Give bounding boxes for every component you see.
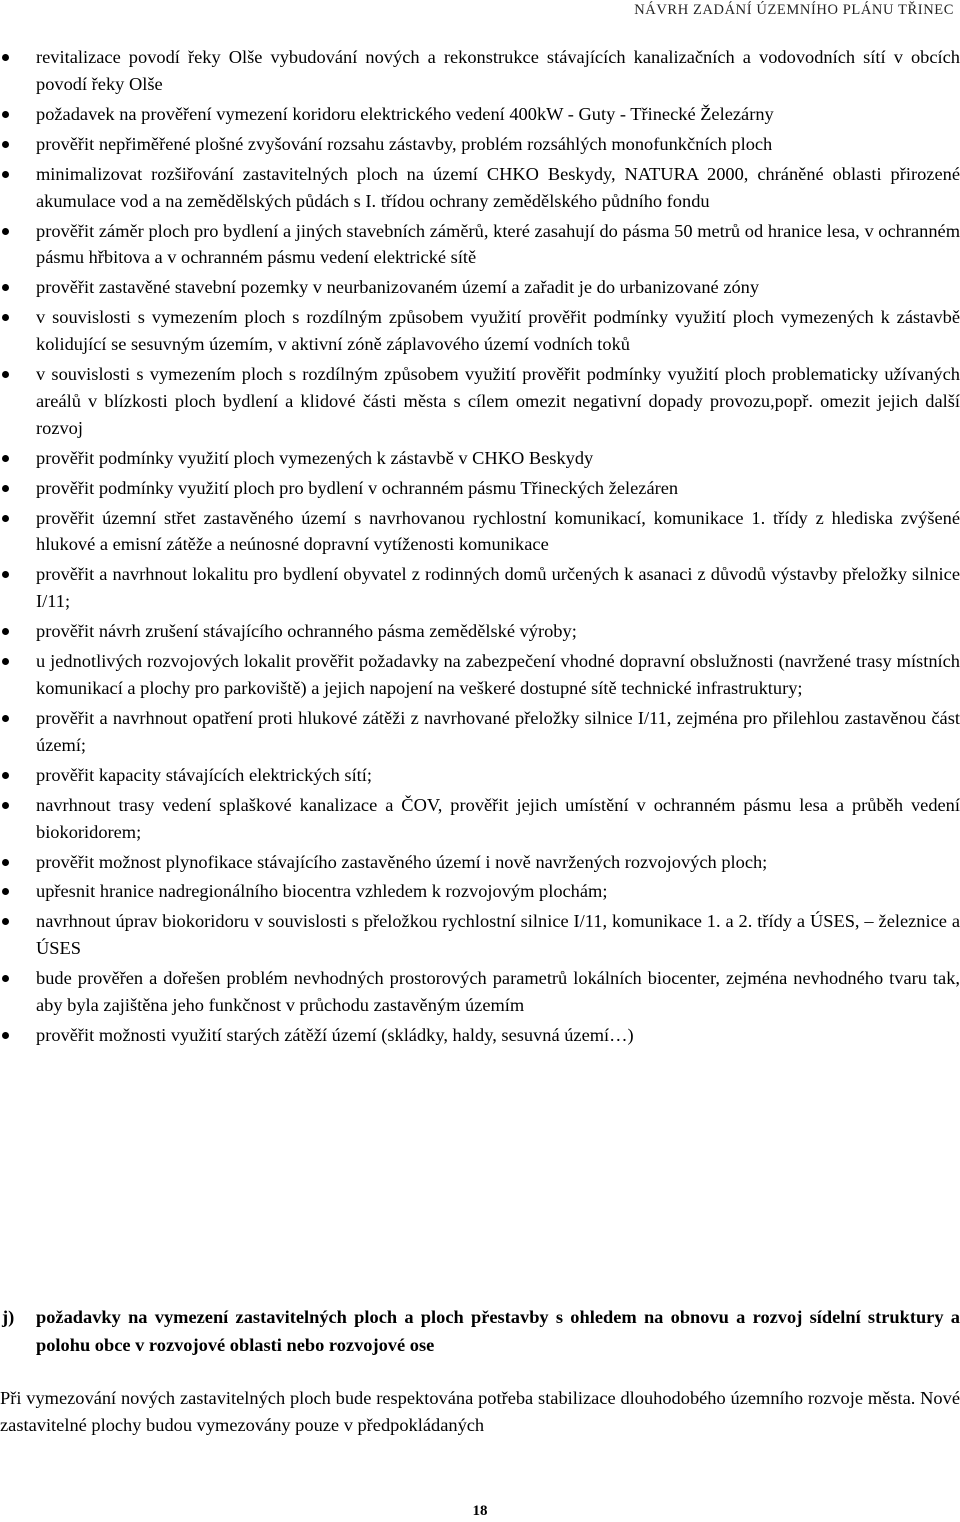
list-item-text: požadavek na prověření vymezení koridoru elektrického vedení 400kW - Guty - Třinecké Železárny <box>36 103 774 124</box>
list-item <box>0 705 960 759</box>
list-item <box>0 361 960 441</box>
list-item-text: prověřit záměr ploch pro bydlení a jiných stavebních záměrů, které zasahují do pásma 50 metrů od hranice lesa, v ochranném pásmu hřbitova a v ochranném pásmu vedení elektrické sítě <box>36 220 960 268</box>
list-item-text: bude prověřen a dořešen problém nevhodných prostorových parametrů lokálních biocenter, zejména nevhodného tvaru tak, aby byla zajištěna jeho funkčnost v průchodu zastavěným územím <box>36 968 960 1016</box>
bullet-icon <box>2 314 9 321</box>
list-item <box>0 101 960 128</box>
list-item-text: prověřit podmínky využití ploch vymezených k zástavbě v CHKO Beskydy <box>36 447 594 468</box>
list-item <box>0 445 960 472</box>
list-item <box>0 792 960 846</box>
list-item-text: navrhnout trasy vedení splaškové kanalizace a ČOV, prověřit jejich umístění v ochranném pásmu lesa a průběh vedení biokoridorem; <box>36 794 960 842</box>
bullet-icon <box>2 1032 9 1039</box>
bullet-icon <box>2 141 9 148</box>
bullet-icon <box>2 54 9 61</box>
list-item <box>0 475 960 502</box>
bullet-icon <box>2 371 9 378</box>
bullet-icon <box>2 628 9 635</box>
list-item <box>0 1022 960 1049</box>
list-item <box>0 648 960 702</box>
list-item <box>0 849 960 876</box>
running-header: NÁVRH ZADÁNÍ ÚZEMNÍHO PLÁNU TŘINEC <box>634 2 954 18</box>
section-j-heading <box>0 1303 960 1359</box>
list-item <box>0 131 960 158</box>
bullet-icon <box>2 171 9 178</box>
list-item <box>0 274 960 301</box>
bullet-icon <box>2 284 9 291</box>
list-item-text: prověřit možnost plynofikace stávajícího zastavěného území i nově navržených rozvojových ploch; <box>36 851 768 872</box>
list-item <box>0 762 960 789</box>
bullet-icon <box>2 658 9 665</box>
list-item-text: prověřit kapacity stávajících elektrických sítí; <box>36 764 373 785</box>
bullet-icon <box>2 772 9 779</box>
body-paragraph: Při vymezování nových zastavitelných ploch bude respektována potřeba stabilizace dlouhodobého územního rozvoje města. Nové zastavitelné plochy budou vymezovány pouze v předpokládaných <box>0 1388 960 1435</box>
list-item-text: prověřit návrh zrušení stávajícího ochranného pásma zemědělské výroby; <box>36 621 577 642</box>
list-item-text: v souvislosti s vymezením ploch s rozdílným způsobem využití prověřit podmínky využití ploch problematicky užívaných areálů v blízkosti ploch bydlení a klidové části města s cílem omezit negativní dopady provozu,popř. omezit jejich další rozvoj <box>36 364 960 438</box>
bullet-icon <box>2 515 9 522</box>
list-item-text: prověřit nepřiměřené plošné zvyšování rozsahu zástavby, problém rozsáhlých monofunkčních ploch <box>36 133 773 154</box>
bullet-icon <box>2 918 9 925</box>
list-item <box>0 965 960 1019</box>
list-item <box>0 161 960 215</box>
list-item-text: v souvislosti s vymezením ploch s rozdílným způsobem využití prověřit podmínky využití ploch vymezených k zástavbě kolidující se sesuvným územím, v aktivní zóně záplavového území vodních toků <box>36 307 960 355</box>
list-item-text: prověřit podmínky využití ploch pro bydlení v ochranném pásmu Třineckých železáren <box>36 477 679 498</box>
section-marker: j) <box>2 1307 15 1327</box>
list-item <box>0 44 960 98</box>
bullet-icon <box>2 859 9 866</box>
list-item-text: prověřit územní střet zastavěného území s navrhovanou rychlostní komunikací, komunikace 1. třídy z hlediska zvýšené hlukové a emisní zátěže a neúnosné dopravní vytíženosti komunikace <box>36 507 960 555</box>
list-item-text: prověřit možnosti využití starých zátěží území (skládky, haldy, sesuvná území…) <box>36 1025 634 1046</box>
bullet-icon <box>2 228 9 235</box>
requirements-bullet-list <box>0 44 960 1052</box>
section-title: požadavky na vymezení zastavitelných ploch a ploch přestavby s ohledem na obnovu a rozvoj sídelní struktury a polohu obce v rozvojové oblasti nebo rozvojové ose <box>36 1307 960 1355</box>
list-item-text: prověřit a navrhnout opatření proti hlukové zátěži z navrhované přeložky silnice I/11, zejména pro přilehlou zastavěnou část území; <box>36 707 960 755</box>
list-item-text: prověřit zastavěné stavební pozemky v neurbanizovaném území a zařadit je do urbanizované zóny <box>36 277 760 298</box>
list-item-text: upřesnit hranice nadregionálního biocentra vzhledem k rozvojovým plochám; <box>36 881 608 902</box>
list-item <box>0 878 960 905</box>
list-item <box>0 618 960 645</box>
bullet-icon <box>2 802 9 809</box>
bullet-icon <box>2 888 9 895</box>
bullet-icon <box>2 455 9 462</box>
list-item <box>0 218 960 272</box>
list-item-text: u jednotlivých rozvojových lokalit prověřit požadavky na zabezpečení vhodné dopravní obslužnosti (navržené trasy místních komunikací a plochy pro parkoviště) a jejich napojení na veškeré dostupné sítě technické infrastruktury; <box>36 651 960 698</box>
list-item-text: prověřit a navrhnout lokalitu pro bydlení obyvatel z rodinných domů určených k asanaci z důvodů výstavby přeložky silnice I/11; <box>36 564 960 612</box>
page-number: 18 <box>472 1503 488 1519</box>
list-item-text: navrhnout úprav biokoridoru v souvislosti s přeložkou rychlostní silnice I/11, komunikace 1. a 2. třídy a ÚSES, – železnice a ÚSES <box>36 911 960 959</box>
bullet-icon <box>2 571 9 578</box>
bullet-icon <box>2 715 9 722</box>
bullet-icon <box>2 485 9 492</box>
bullet-icon <box>2 975 9 982</box>
bullet-icon <box>2 111 9 118</box>
list-item <box>0 561 960 615</box>
list-item-text: revitalizace povodí řeky Olše vybudování nových a rekonstrukce stávajících kanalizačních a vodovodních sítí v obcích povodí řeky Olše <box>36 47 960 94</box>
list-item <box>0 505 960 559</box>
list-item <box>0 304 960 358</box>
list-item <box>0 908 960 962</box>
list-item-text: minimalizovat rozšiřování zastavitelných ploch na území CHKO Beskydy, NATURA 2000, chráněné oblasti přirozené akumulace vod a na zemědělských půdách s I. třídou ochrany zemědělského půdního fondu <box>36 163 960 211</box>
